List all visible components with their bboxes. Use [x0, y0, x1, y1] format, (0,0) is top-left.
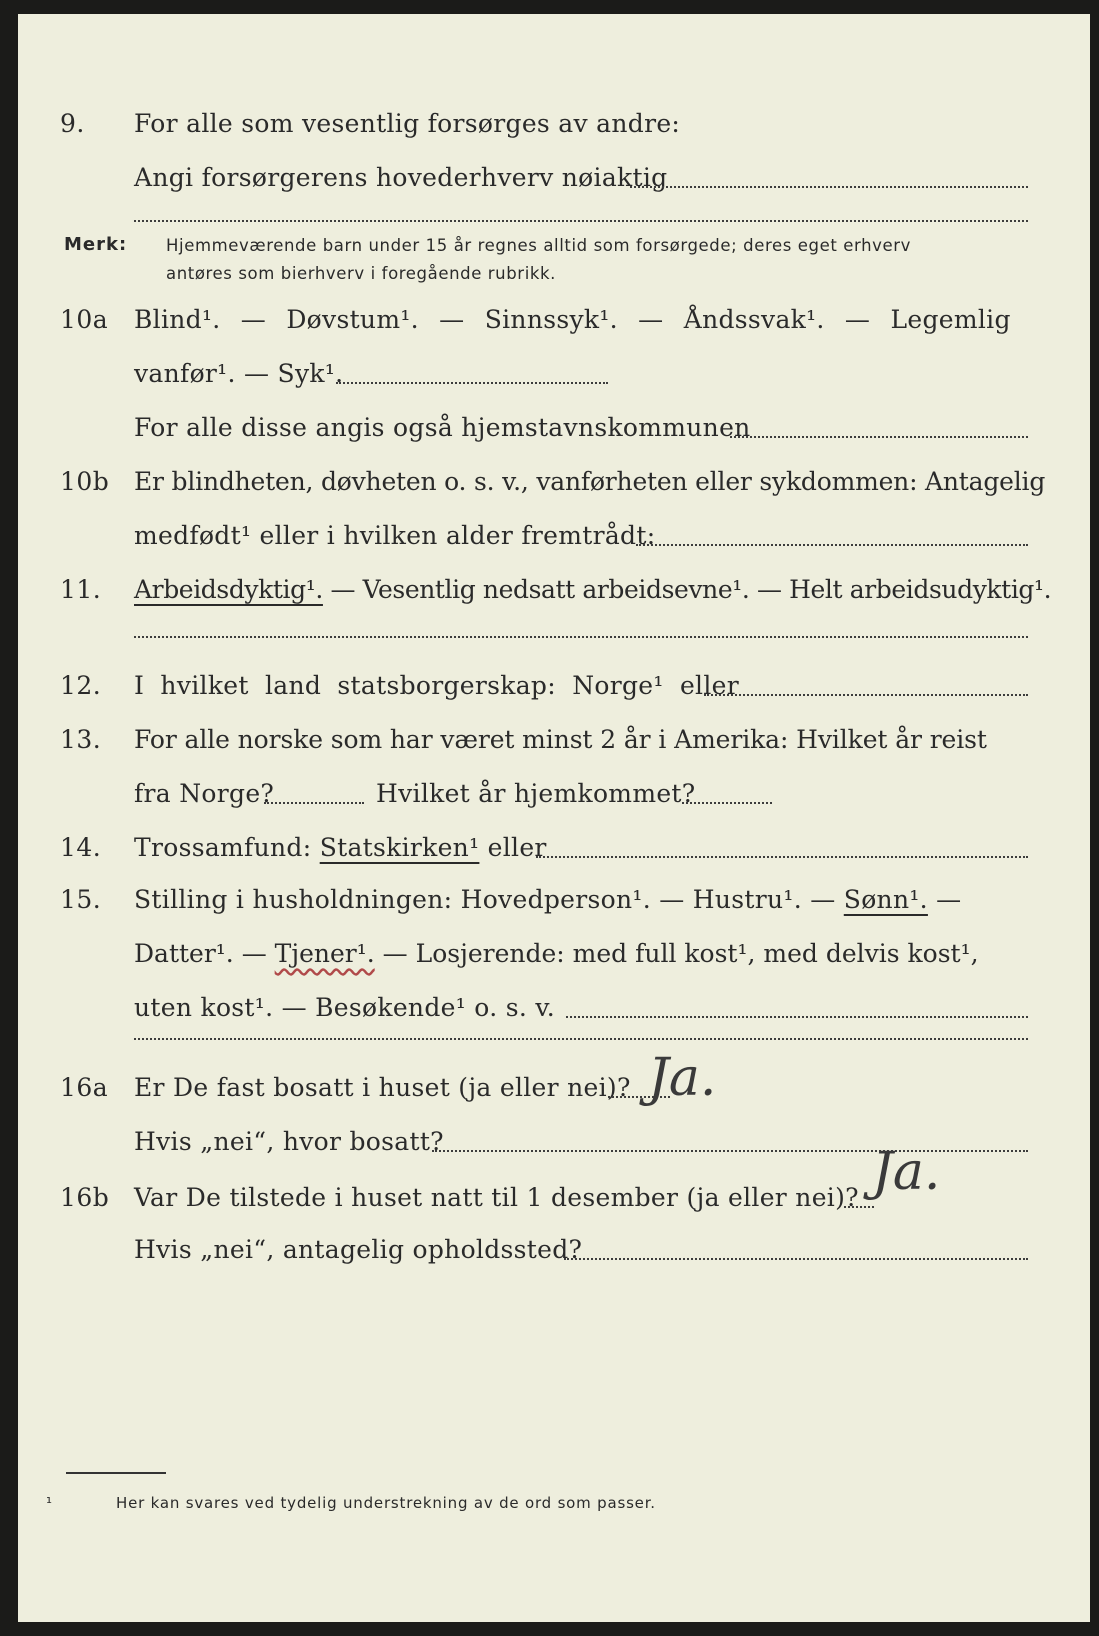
q15-number: 15. [60, 885, 102, 914]
q13-hjemkommet-field[interactable] [682, 802, 772, 804]
q15-line1c: — [927, 885, 962, 914]
q11-option-arbeidsdyktig[interactable]: Arbeidsdyktig¹. [134, 575, 323, 604]
q14-line1 [18, 824, 1090, 868]
q13-reist-text: fra Norge? [134, 779, 275, 808]
q9-line2 [18, 154, 1090, 198]
q13-text: For alle norske som har været minst 2 år i Amerika: Hvilket år reist [134, 725, 987, 754]
q11-line1 [18, 566, 1090, 610]
merk-label: Merk: [64, 234, 128, 255]
merk-line1: Hjemmeværende barn under 15 år regnes alltid som forsørgede; deres eget erhverv [166, 236, 912, 255]
q14-number: 14. [60, 833, 102, 862]
q15-extra-line[interactable] [134, 1038, 1028, 1040]
q16a-text: Er De fast bosatt i huset (ja eller nei)? [134, 1073, 631, 1102]
q10b-answer-field[interactable] [636, 544, 1028, 546]
q13-line2 [18, 770, 1090, 814]
q9-number: 9. [60, 109, 85, 138]
census-form-page [18, 14, 1090, 1622]
q10b-line2 [18, 512, 1090, 556]
q12-answer-field[interactable] [704, 694, 1028, 696]
q11-number: 11. [60, 575, 102, 604]
q16a-number: 16a [60, 1073, 109, 1102]
q10a-line1 [18, 296, 1090, 340]
q15-option-tjener[interactable]: Tjener¹. [274, 939, 375, 968]
q13-line1 [18, 716, 1090, 760]
q10a-line2 [18, 350, 1090, 394]
q15-line2 [18, 930, 1090, 974]
q14-label: Trossamfund: [134, 833, 320, 862]
q9-extra-line[interactable] [134, 220, 1028, 222]
q16a-line1 [18, 1064, 1090, 1108]
q16b-number: 16b [60, 1183, 110, 1212]
q11-rest: — Vesentlig nedsatt arbeidsevne¹. — Helt arbeidsudyktig¹. [322, 575, 1052, 604]
q13-hjemkommet-text: Hvilket år hjemkommet? [376, 779, 696, 808]
q10a-answer-field[interactable] [336, 382, 608, 384]
q11-text [134, 575, 1051, 604]
q16b-subtext: Hvis „nei“, antagelig opholdssted? [134, 1235, 583, 1264]
q12-text: I hvilket land statsborgerskap: Norge¹ eller [134, 671, 739, 700]
q15-answer-field[interactable] [566, 1016, 1028, 1018]
q15-line3 [18, 984, 1090, 1028]
q15-option-sonn[interactable]: Sønn¹. [843, 885, 928, 914]
q15-text3: uten kost¹. — Besøkende¹ o. s. v. [134, 993, 556, 1022]
q10a-line3 [18, 404, 1090, 448]
q14-post: eller [479, 833, 547, 862]
q13-number: 13. [60, 725, 102, 754]
q10a-hjemstavn-field[interactable] [730, 436, 1028, 438]
q15-line2a: Datter¹. — [134, 939, 275, 968]
q10a-number: 10a [60, 305, 109, 334]
q11-extra-line[interactable] [134, 636, 1028, 638]
q13-reist-field[interactable] [264, 802, 364, 804]
q12-line1 [18, 662, 1090, 706]
q9-text: For alle som vesentlig forsørges av andre: [134, 109, 681, 138]
q10a-hjemstavn-text: For alle disse angis også hjemstavnskommunen [134, 413, 751, 442]
q16b-line2 [18, 1226, 1090, 1270]
q16a-handwritten-answer: Ja. [648, 1048, 717, 1108]
q16b-opholdssted-field[interactable] [564, 1258, 1028, 1260]
q15-text2 [134, 939, 979, 968]
q14-option-statskirken[interactable]: Statskirken¹ [319, 833, 480, 862]
q15-line2c: — Losjerende: med full kost¹, med delvis kost¹, [374, 939, 979, 968]
q10b-text: Er blindheten, døvheten o. s. v., vanførheten eller sykdommen: Antagelig [134, 467, 1046, 496]
q15-text [134, 885, 961, 914]
q9-subtext: Angi forsørgerens hovederhverv nøiaktig [134, 163, 668, 192]
q10a-text: Blind¹. — Døvstum¹. — Sinnssyk¹. — Åndssvak¹. — Legemlig [134, 305, 1011, 334]
q16b-handwritten-answer: Ja. [872, 1142, 941, 1202]
footnote-text: Her kan svares ved tydelig understrekning av de ord som passer. [116, 1494, 656, 1512]
q10b-line1 [18, 458, 1090, 502]
merk-line2: antøres som bierhverv i foregående rubrikk. [166, 264, 557, 283]
q14-answer-field[interactable] [536, 856, 1028, 858]
q10a-subtext: vanfør¹. — Syk¹. [134, 359, 344, 388]
q14-text [134, 833, 547, 862]
q10b-number: 10b [60, 467, 110, 496]
q16b-answer-field[interactable] [844, 1206, 874, 1208]
q12-number: 12. [60, 671, 102, 700]
footnote-rule [66, 1472, 166, 1474]
footnote [46, 1494, 656, 1512]
q10b-subtext: medfødt¹ eller i hvilken alder fremtrådt: [134, 521, 656, 550]
q16b-text: Var De tilstede i huset natt til 1 desember (ja eller nei)? [134, 1183, 859, 1212]
q15-line1a: Stilling i husholdningen: Hovedperson¹. — Hustru¹. — [134, 885, 844, 914]
q15-line1 [18, 876, 1090, 920]
q16a-subtext: Hvis „nei“, hvor bosatt? [134, 1127, 444, 1156]
q9-line1 [18, 100, 1090, 144]
q9-answer-field[interactable] [630, 186, 1028, 188]
merk-note [166, 232, 1036, 288]
footnote-mark: ¹ [46, 1494, 53, 1512]
